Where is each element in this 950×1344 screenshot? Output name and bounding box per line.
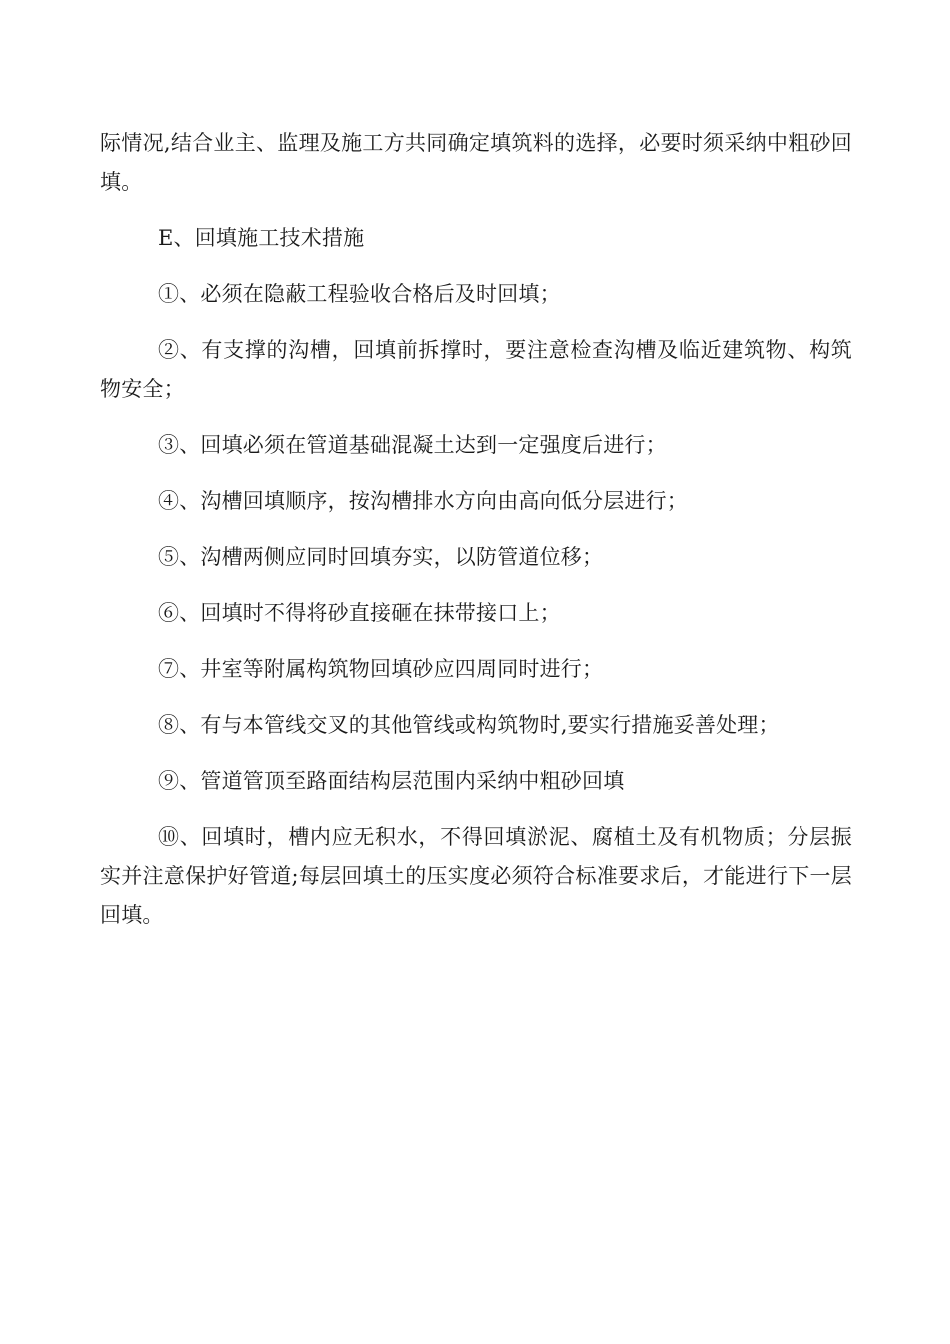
list-item-9: ⑨、管道管顶至路面结构层范围内采纳中粗砂回填: [158, 769, 625, 793]
list-item-3: ③、回填必须在管道基础混凝土达到一定强度后进行；: [158, 433, 667, 457]
list-item-1: ①、必须在隐蔽工程验收合格后及时回填；: [158, 282, 561, 306]
paragraph-continuation: 际情况,结合业主、监理及施工方共同确定填筑料的选择，必要时须采纳中粗砂回填。: [100, 131, 852, 194]
list-item-2: ②、有支撑的沟槽，回填前拆撑时，要注意检查沟槽及临近建筑物、构筑物安全；: [100, 338, 852, 401]
section-heading-backfill-measures: E、回填施工技术措施: [158, 226, 365, 250]
list-item-6: ⑥、回填时不得将砂直接砸在抹带接口上；: [158, 601, 561, 625]
list-item-7: ⑦、井室等附属构筑物回填砂应四周同时进行；: [158, 657, 604, 681]
list-item-5: ⑤、沟槽两侧应同时回填夯实，以防管道位移；: [158, 545, 604, 569]
document-body: [100, 124, 852, 952]
list-item-4: ④、沟槽回填顺序，按沟槽排水方向由高向低分层进行；: [158, 489, 688, 513]
list-item-8: ⑧、有与本管线交叉的其他管线或构筑物时,要实行措施妥善处理；: [158, 713, 780, 737]
list-item-10: ⑩、回填时，槽内应无积水，不得回填淤泥、腐植土及有机物质；分层振实并注意保护好管道;每层回填土的压实度必须符合标准要求后，才能进行下一层回填。: [100, 825, 852, 927]
